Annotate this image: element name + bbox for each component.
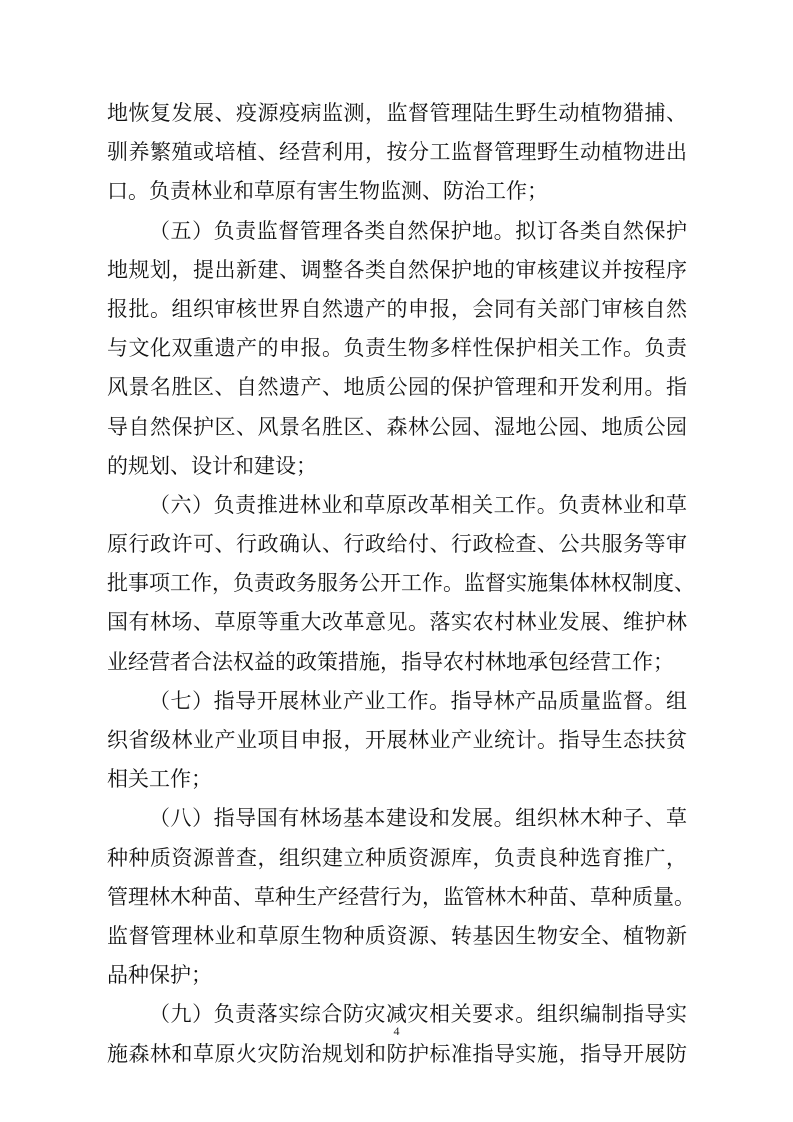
- text-line: （九）负责落实综合防灾减灾相关要求。组织编制指导实: [149, 1002, 687, 1027]
- text-line: （七）指导开展林业产业工作。指导林产品质量监督。组: [149, 688, 687, 713]
- text-line: 种种质资源普查，组织建立种质资源库，负责良种选育推广，: [107, 845, 687, 870]
- text-line: 批事项工作，负责政务服务公开工作。监督实施集体林权制度、: [107, 571, 695, 596]
- page-number: 4: [393, 1024, 400, 1038]
- text-line: 国有林场、草原等重大改革意见。落实农村林业发展、维护林: [107, 610, 687, 635]
- text-line: 原行政许可、行政确认、行政给付、行政检查、公共服务等审: [107, 532, 687, 557]
- text-line: 管理林木种苗、草种生产经营行为，监管林木种苗、草种质量。: [107, 884, 695, 909]
- text-line: 地规划，提出新建、调整各类自然保护地的审核建议并按程序: [107, 257, 687, 282]
- text-line: 施森林和草原火灾防治规划和防护标准指导实施，指导开展防: [107, 1041, 687, 1066]
- text-line: 导自然保护区、风景名胜区、森林公园、湿地公园、地质公园: [107, 414, 687, 439]
- text-line: 品种保护；: [107, 963, 212, 988]
- text-line: 地恢复发展、疫源疫病监测，监督管理陆生野生动植物猎捕、: [107, 101, 687, 125]
- text-line: （六）负责推进林业和草原改革相关工作。负责林业和草: [149, 492, 687, 517]
- text-line: （八）指导国有林场基本建设和发展。组织林木种子、草: [149, 806, 687, 831]
- text-line: 驯养繁殖或培植、经营利用，按分工监督管理野生动植物进出: [107, 140, 687, 165]
- text-line: 业经营者合法权益的政策措施，指导农村林地承包经营工作；: [107, 649, 674, 674]
- text-line: 织省级林业产业项目申报，开展林业产业统计。指导生态扶贫: [107, 728, 687, 752]
- text-line: 相关工作；: [107, 767, 212, 792]
- text-line: （五）负责监督管理各类自然保护地。拟订各类自然保护: [149, 218, 687, 243]
- text-line: 监督管理林业和草原生物种质资源、转基因生物安全、植物新: [107, 923, 687, 948]
- text-line: 报批。组织审核世界自然遗产的申报，会同有关部门审核自然: [107, 296, 687, 321]
- text-line: 与文化双重遗产的申报。负责生物多样性保护相关工作。负责: [107, 336, 687, 361]
- text-line: 的规划、设计和建设；: [107, 453, 317, 478]
- text-line: 风景名胜区、自然遗产、地质公园的保护管理和开发利用。指: [107, 375, 687, 400]
- text-line: 口。负责林业和草原有害生物监测、防治工作；: [107, 179, 548, 204]
- body-text: [107, 94, 695, 1074]
